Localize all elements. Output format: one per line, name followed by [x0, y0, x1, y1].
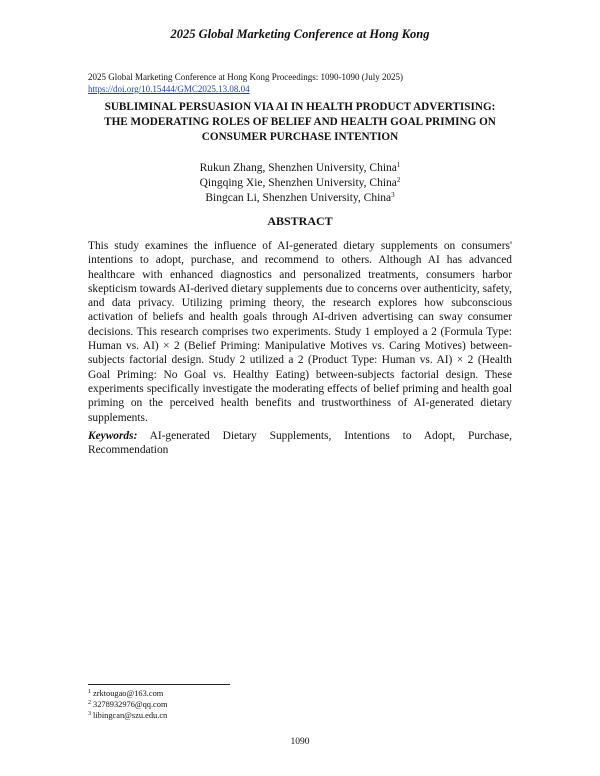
author-list: [0, 161, 600, 206]
author-affiliation: Qingqing Xie, Shenzhen University, China: [199, 177, 397, 189]
doi-link[interactable]: https://doi.org/10.15444/GMC2025.13.08.04: [88, 84, 250, 94]
author-footnote-mark: 2: [396, 176, 401, 184]
page-number: 1090: [290, 737, 310, 747]
keywords-label: Keywords:: [88, 430, 138, 442]
title-line: THE MODERATING ROLES OF BELIEF AND HEALTH GOAL PRIMING ON: [104, 116, 496, 128]
footnote-mark: 2: [88, 700, 91, 706]
footnote-email: zrktougao@163.com: [93, 689, 164, 698]
abstract-body: This study examines the influence of AI-generated dietary supplements on consumers' intentions to adopt, purchase, and recommend to others. Although AI has advanced healthcare with enhanced diagnostics and personalized treatments, consumers harbor skepticism towards AI-derived dietary supplements due to concerns over authenticity, safety, and data privacy. Utilizing priming theory, the research explores how subconscious activation of beliefs and health goals through AI-driven advertising can sway consumer decisions. This research comprises two experiments. Study 1 employed a 2 (Formula Type: Human vs. AI) × 2 (Belief Priming: Manipulative Motives vs. Caring Motives) between-subjects factorial design. Study 2 utilized a 2 (Product Type: Human vs. AI) × 2 (Health Goal Priming: No Goal vs. Healthy Eating) between-subjects factorial design. These experiments specifically investigate the moderating effects of belief priming and health goal priming on the perceived health benefits and trustworthiness of AI-generated dietary supplements.: [88, 240, 512, 424]
footnote: [88, 710, 388, 721]
footnote-email: 3278932976@qq.com: [93, 700, 168, 709]
author-affiliation: Bingcan Li, Shenzhen University, China: [205, 192, 392, 204]
footnote: [88, 699, 388, 710]
title-line: SUBLIMINAL PERSUASION VIA AI IN HEALTH PRODUCT ADVERTISING:: [104, 101, 496, 113]
footnote-mark: 3: [88, 711, 91, 717]
keywords-paragraph: [88, 429, 512, 458]
author-footnote-mark: 3: [391, 191, 395, 199]
paper-title: [70, 100, 530, 145]
footnote: [88, 688, 388, 699]
footnotes: [88, 688, 388, 721]
proceedings-citation: 2025 Global Marketing Conference at Hong Kong Proceedings: 1090-1090 (July 2025): [88, 72, 403, 82]
footnote-divider: [88, 684, 230, 685]
author-line: [0, 161, 600, 176]
conference-running-header: 2025 Global Marketing Conference at Hong Kong: [170, 27, 430, 41]
abstract-heading: ABSTRACT: [267, 214, 333, 228]
author-line: [0, 176, 600, 191]
keywords-text: AI-generated Dietary Supplements, Intentions to Adopt, Purchase, Recommendation: [88, 430, 512, 457]
title-line: CONSUMER PURCHASE INTENTION: [201, 131, 399, 143]
author-footnote-mark: 1: [396, 161, 401, 169]
proceedings-info: [88, 71, 518, 95]
footnote-mark: 1: [88, 689, 91, 695]
author-line: [0, 191, 600, 206]
author-affiliation: Rukun Zhang, Shenzhen University, China: [199, 162, 397, 174]
footnote-email: libingcan@szu.edu.cn: [93, 711, 168, 720]
